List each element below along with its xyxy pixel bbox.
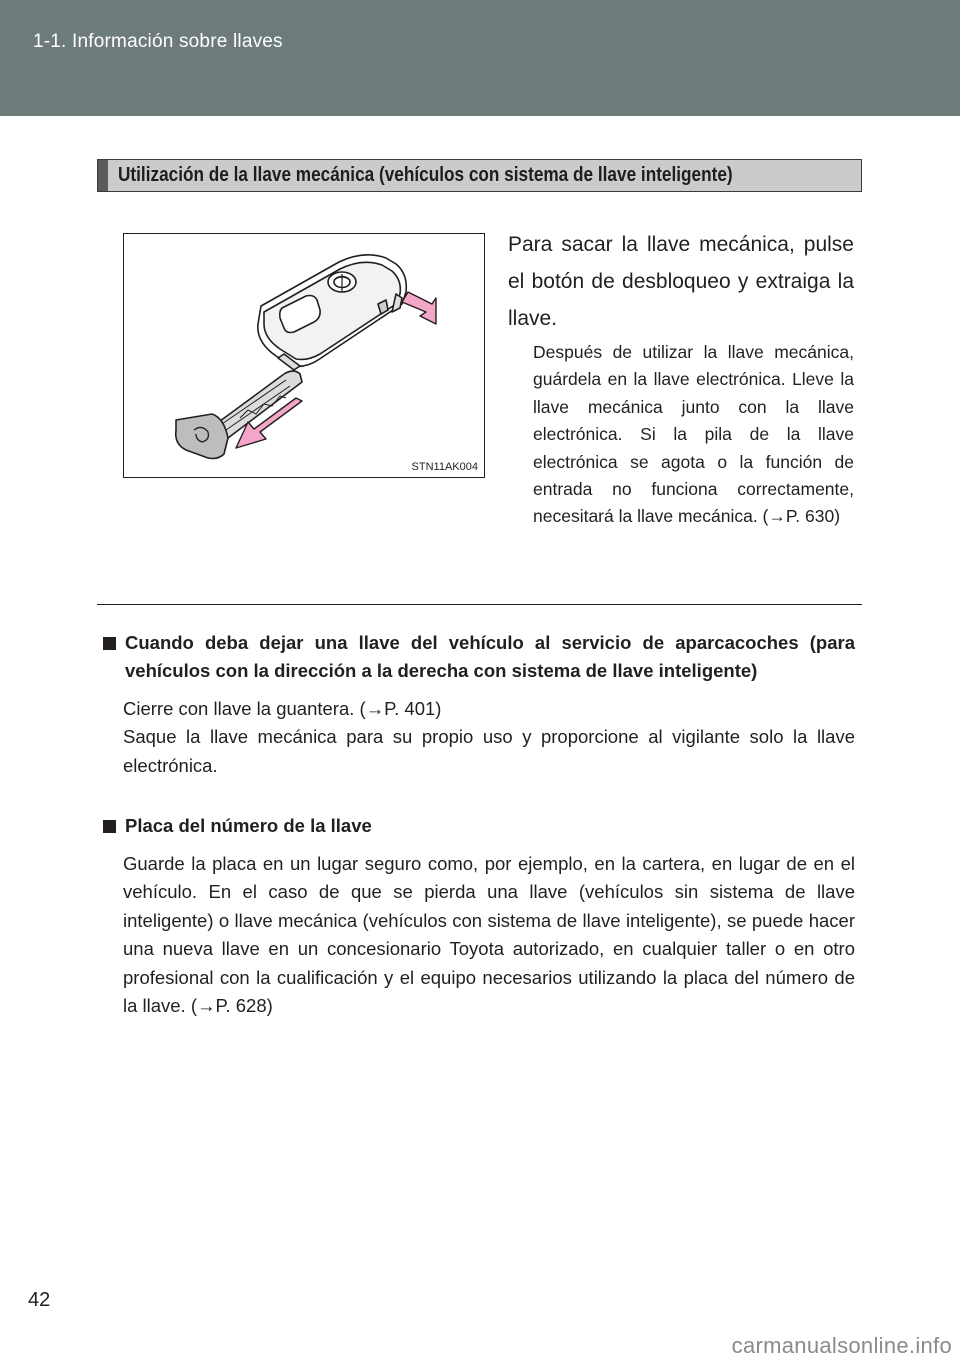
- bullet-square-icon: [103, 637, 116, 650]
- header-band: [0, 0, 960, 116]
- section-bar-accent: [98, 160, 108, 191]
- note-paragraph: Guarde la placa en un lugar seguro como, por ejemplo, en la cartera, en lugar de en el vehículo. En el caso de que se pierda una llave (vehículos sin sistema de llave inteligente) o llave mecánica (vehículos con sistema de llave inteligente), se puede hacer una nueva llave en un concesionario Toyota autorizado, en cualquier taller o en otro profesional con la cualificación y el equipo necesarios utilizando la placa del número de la llave. (→P. 628): [123, 853, 855, 1017]
- note-body: [100, 695, 855, 780]
- note-block-key-plate: [100, 812, 855, 1020]
- step-note: Después de utilizar la llave mecánica, guárdela en la llave electrónica. Lleve la llave mecánica junto con la llave electrónica. Si la pila de la llave electrónica se agota o la función de entrada no funciona correctamente, necesitará la llave mecánica. (→P. 630): [533, 342, 854, 527]
- page-number: 42: [28, 1289, 51, 1311]
- electronic-key-icon: [258, 255, 406, 370]
- note-body: [100, 850, 855, 1020]
- watermark: carmanualsonline.info: [731, 1333, 952, 1358]
- note-heading-text: Placa del número de la llave: [125, 815, 372, 836]
- note-heading: [100, 629, 855, 685]
- section-divider: [97, 604, 862, 605]
- bullet-square-icon: [103, 820, 116, 833]
- section-title: Utilización de la llave mecánica (vehículos con sistema de llave inteligente): [118, 164, 733, 186]
- note-heading: [100, 812, 855, 840]
- press-arrow-icon: [402, 292, 436, 324]
- smart-key-drawing: [124, 234, 483, 476]
- note-paragraph: Cierre con llave la guantera. (→P. 401): [123, 698, 442, 719]
- key-illustration: [123, 233, 485, 478]
- section-title-bar: [97, 159, 862, 192]
- figure-code: STN11AK004: [411, 461, 478, 473]
- step-instruction: Para sacar la llave mecánica, pulse el botón de desbloqueo y extraiga la llave.: [508, 233, 854, 330]
- note-paragraph: Saque la llave mecánica para su propio uso y proporcione al vigilante solo la llave electrónica.: [123, 726, 855, 776]
- note-block-valet: [100, 629, 855, 780]
- section-breadcrumb: 1-1. Información sobre llaves: [33, 31, 283, 52]
- note-heading-text: Cuando deba dejar una llave del vehículo al servicio de aparcacoches (para vehículos con la dirección a la derecha con sistema de llave inteligente): [125, 632, 855, 681]
